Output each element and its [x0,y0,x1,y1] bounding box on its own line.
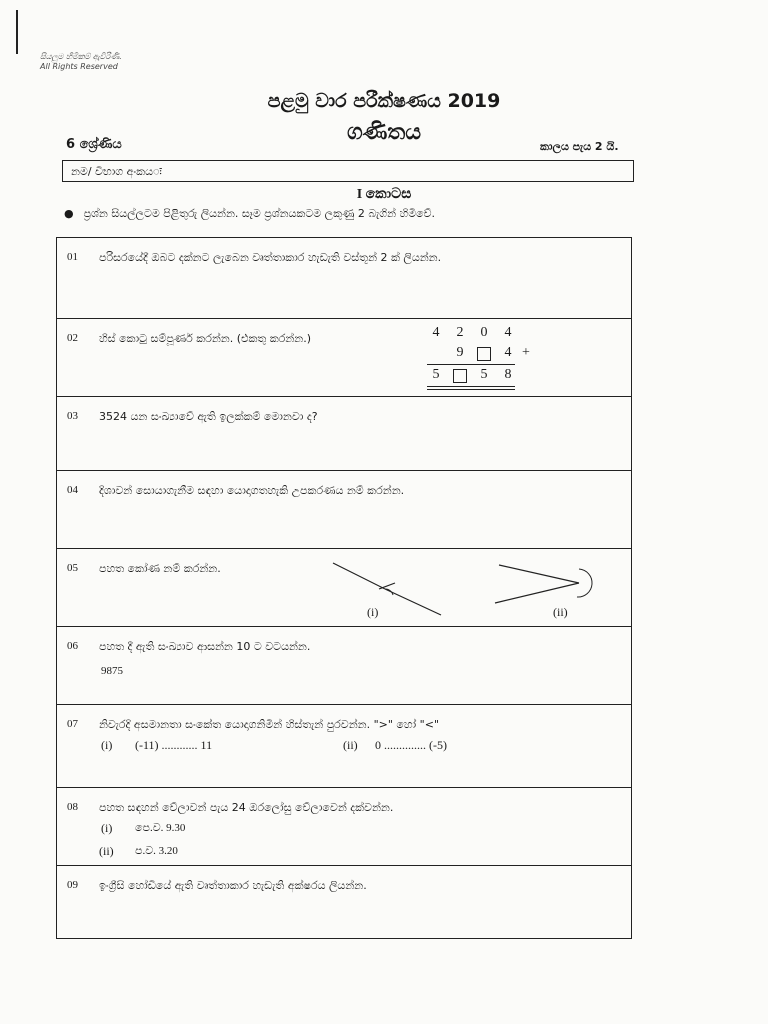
rights-reserved: සියලුම හිමිකම් ඇවිරිණි. All Rights Reserved [40,52,122,71]
instruction-text: ප්‍රශ්න සියල්ලටම පිළිතුරු ලියන්න. සෑම ප්‍රශ්නයකටම ලකුණු 2 බැගින් හිමිවේ. [83,207,436,220]
sum-digit: 2 [456,325,464,340]
question-row [57,788,631,866]
question-number: 05 [67,562,78,574]
question-number: 08 [67,801,78,813]
sum-digit: 5 [480,367,488,382]
angle-label-ii: (ii) [553,605,568,619]
angle-label-i: (i) [367,605,379,619]
sum-digit: 4 [504,325,512,340]
question-text: පහත සඳහන් වේලාවන් පැය 24 ඔරලෝසු වේලාවෙන් දක්වන්න. [99,801,394,814]
question-number: 01 [67,251,78,263]
sum-digit: 4 [432,325,440,340]
question-row [57,319,631,397]
sum-digit: 8 [504,367,512,382]
time-ii: ප.ව. 3.20 [135,845,178,857]
question-text: පහත කෝණ නම් කරන්න. [99,562,221,575]
angle-i-icon [333,563,441,615]
questions-table [56,237,632,939]
question-text: හිස් කොටු සම්පූර්ණ කරන්න. (එකතු කරන්න.) [99,332,312,345]
question-text: ඉංග්‍රීසි හෝඩියේ ඇති වෘත්තාකාර හැඩැති අක්ෂරය ලියන්න. [99,879,367,892]
question-row [57,238,631,319]
question-number: 07 [67,718,78,730]
part-ii-label: (ii) [343,738,358,752]
number-to-round: 9875 [101,665,123,677]
scan-edge-mark [16,10,18,54]
answer-box[interactable] [477,347,491,361]
question-row [57,866,631,937]
question-row [57,705,631,788]
question-number: 03 [67,410,78,422]
sum-line [427,364,515,365]
name-index-label: නම/ විභාග අංකයः [71,165,162,178]
sum-digit: 4 [504,345,512,360]
question-text: දිශාවන් සොයාගැනීම සඳහා යොදාගතහැකි උපකරණය නම් කරන්න. [99,484,405,497]
question-text: නිවැරදි අසමානතා සංකේත යොදාගනිමින් හිස්තැන් පුරවන්න. ">" හෝ "<" [99,718,440,731]
plus-sign: + [522,345,530,360]
answer-box[interactable] [453,369,467,383]
sum-double-line [427,386,515,387]
instruction [64,207,435,221]
angle-ii-icon [495,565,592,603]
inequality-ii: 0 .............. (-5) [375,738,447,752]
name-index-box[interactable] [62,160,634,182]
question-number: 04 [67,484,78,496]
grade-label: 6 ශ්‍රේණිය [66,137,122,152]
question-number: 02 [67,332,78,344]
question-row [57,397,631,471]
question-text: පහත දී ඇති සංඛ්‍යාව ආසන්න 10 ට වටයන්න. [99,640,311,653]
question-number: 09 [67,879,78,891]
question-row [57,471,631,549]
question-row [57,549,631,627]
part-i-label: (i) [101,821,113,835]
question-row [57,627,631,705]
sum-digit: 0 [480,325,488,340]
time-allowed: කාලය පැය 2 යි. [540,140,619,153]
sum-double-line [427,389,515,390]
subject-title: ගණිතය [346,120,422,145]
question-text: පරිසරයේදී ඔබට දක්නට ලැබෙන වෘත්තාකාර හැඩැති වස්තූන් 2 ක් ලියන්න. [99,251,442,264]
sum-digit: 5 [432,367,440,382]
part-title: I කොටස [356,187,412,202]
part-ii-label: (ii) [99,844,114,858]
time-i: පෙ.ව. 9.30 [135,822,186,834]
question-text: 3524 යන සංඛ්‍යාවේ ඇති ඉලක්කම් මොනවා ද? [99,410,318,423]
question-number: 06 [67,640,78,652]
sum-digit: 9 [456,345,464,360]
inequality-i: (-11) ............ 11 [135,738,213,752]
bullet-icon: ● [64,207,74,220]
part-i-label: (i) [101,738,113,752]
exam-title: පළමු වාර පරීක්ෂණය 2019 [267,90,501,112]
